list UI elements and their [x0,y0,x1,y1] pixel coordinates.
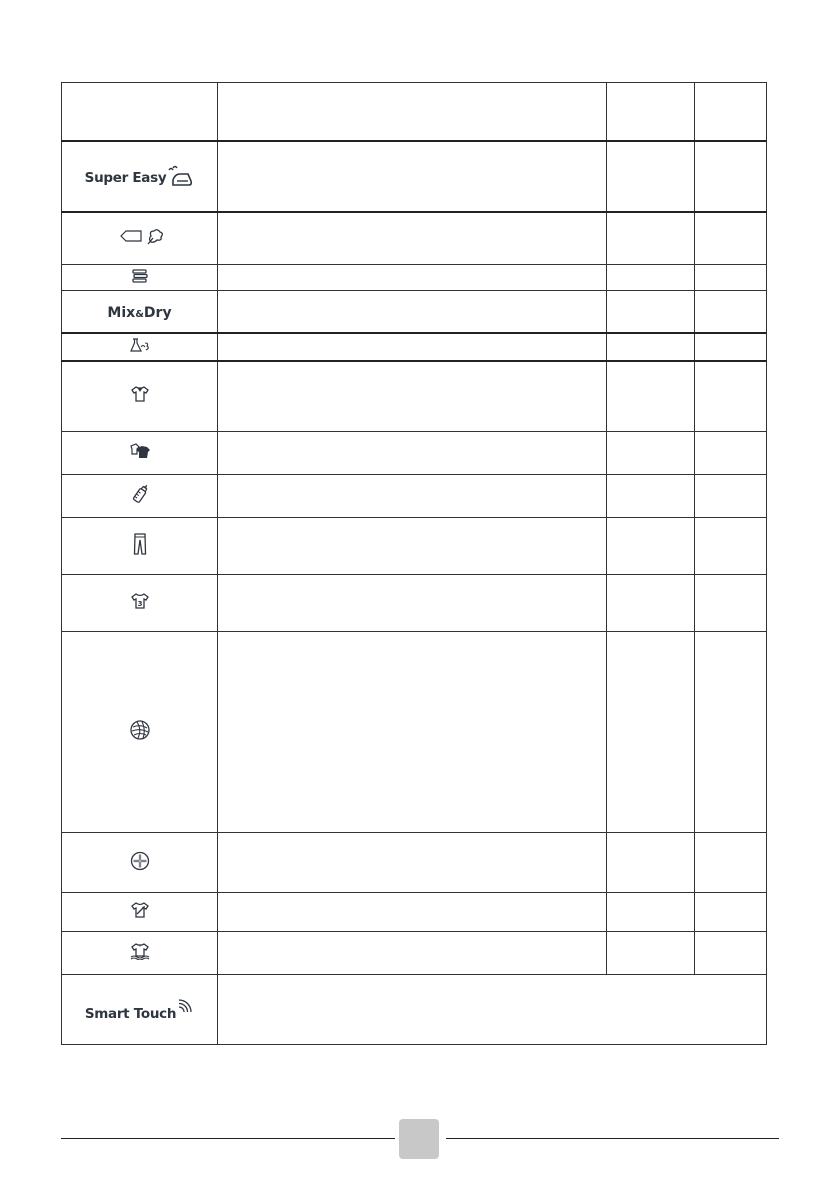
programme-icon-cell [62,291,218,333]
value-cell [607,893,695,932]
programme-icon-cell [62,975,218,1045]
table-row [62,361,767,432]
description-cell [218,333,607,361]
description-cell [218,432,607,475]
shirt-number-label: 3 [137,600,142,608]
value-cell [695,518,767,575]
programme-icon-cell [62,141,218,212]
value-cell [607,432,695,475]
jeans-icon [133,532,147,556]
value-cell [695,291,767,333]
table-header-row [62,83,767,141]
programme-icon-cell [62,632,218,833]
value-cell [695,432,767,475]
shirt-icon [130,385,150,403]
description-cell [218,361,607,432]
description-cell [218,893,607,932]
description-cell [218,291,607,333]
table-row [62,432,767,475]
page-number-tab [399,1119,439,1159]
table-row [62,932,767,975]
value-cell [607,291,695,333]
smart-touch-icon [85,998,194,1022]
smart-touch-description-cell [218,975,767,1045]
value-cell [695,575,767,632]
programme-icon-cell [62,333,218,361]
value-cell [607,632,695,833]
table-row [62,475,767,518]
value-cell [695,333,767,361]
value-cell [695,361,767,432]
description-cell [218,518,607,575]
description-cell [218,932,607,975]
description-cell [218,212,607,265]
description-cell [218,833,607,893]
quick-cross-circle-icon [130,851,150,871]
footer-rule-left [61,1138,395,1139]
table-row [62,212,767,265]
table-row [62,333,767,361]
header-cell-col3 [607,83,695,141]
value-cell [607,212,695,265]
value-cell [695,265,767,291]
description-cell [218,475,607,518]
delicate-shirt-icon [130,901,150,919]
programme-icon-cell [62,265,218,291]
ampersand-label: & [135,308,144,320]
programme-icon-cell [62,212,218,265]
flask-allergy-icon [129,337,151,353]
description-cell [218,575,607,632]
value-cell [695,141,767,212]
value-cell [607,833,695,893]
baby-bottle-icon [131,483,149,505]
value-cell [695,833,767,893]
shirt-water-icon [129,942,151,960]
value-cell [695,475,767,518]
programme-icon-cell [62,833,218,893]
mix-dry-icon [107,305,171,321]
value-cell [607,475,695,518]
mix-label: Mix [107,304,136,321]
table-row [62,632,767,833]
sports-shirt-icon [130,592,150,610]
table-row [62,518,767,575]
header-cell-col4 [695,83,767,141]
value-cell [695,893,767,932]
table-row [62,141,767,212]
header-cell-programme [62,83,218,141]
value-cell [607,361,695,432]
table-row [62,575,767,632]
value-cell [695,632,767,833]
programme-icon-cell [62,932,218,975]
programme-icon-cell [62,432,218,475]
value-cell [607,141,695,212]
wool-ball-icon [129,719,151,741]
table-row [62,265,767,291]
value-cell [695,932,767,975]
value-cell [607,932,695,975]
table-row [62,833,767,893]
programme-icon-cell [62,518,218,575]
value-cell [607,265,695,291]
header-cell-description [218,83,607,141]
dry-label: Dry [143,304,172,321]
footer-rule-right [446,1138,779,1139]
smart-touch-label: Smart Touch [84,1005,177,1022]
tag-cotton-icon [115,227,165,245]
value-cell [607,575,695,632]
table-row [62,291,767,333]
programme-icon-cell [62,893,218,932]
super-easy-iron-icon [85,164,195,188]
table-row [62,975,767,1045]
value-cell [607,518,695,575]
super-easy-label: Super Easy [84,170,167,186]
value-cell [695,212,767,265]
description-cell [218,265,607,291]
programme-table [61,82,767,1045]
table-row [62,893,767,932]
programme-icon-cell [62,361,218,432]
stacked-towels-icon [131,268,149,284]
mixed-colour-clothes-icon [128,442,152,460]
programme-icon-cell [62,575,218,632]
description-cell [218,141,607,212]
description-cell [218,632,607,833]
programme-icon-cell [62,475,218,518]
value-cell [607,333,695,361]
